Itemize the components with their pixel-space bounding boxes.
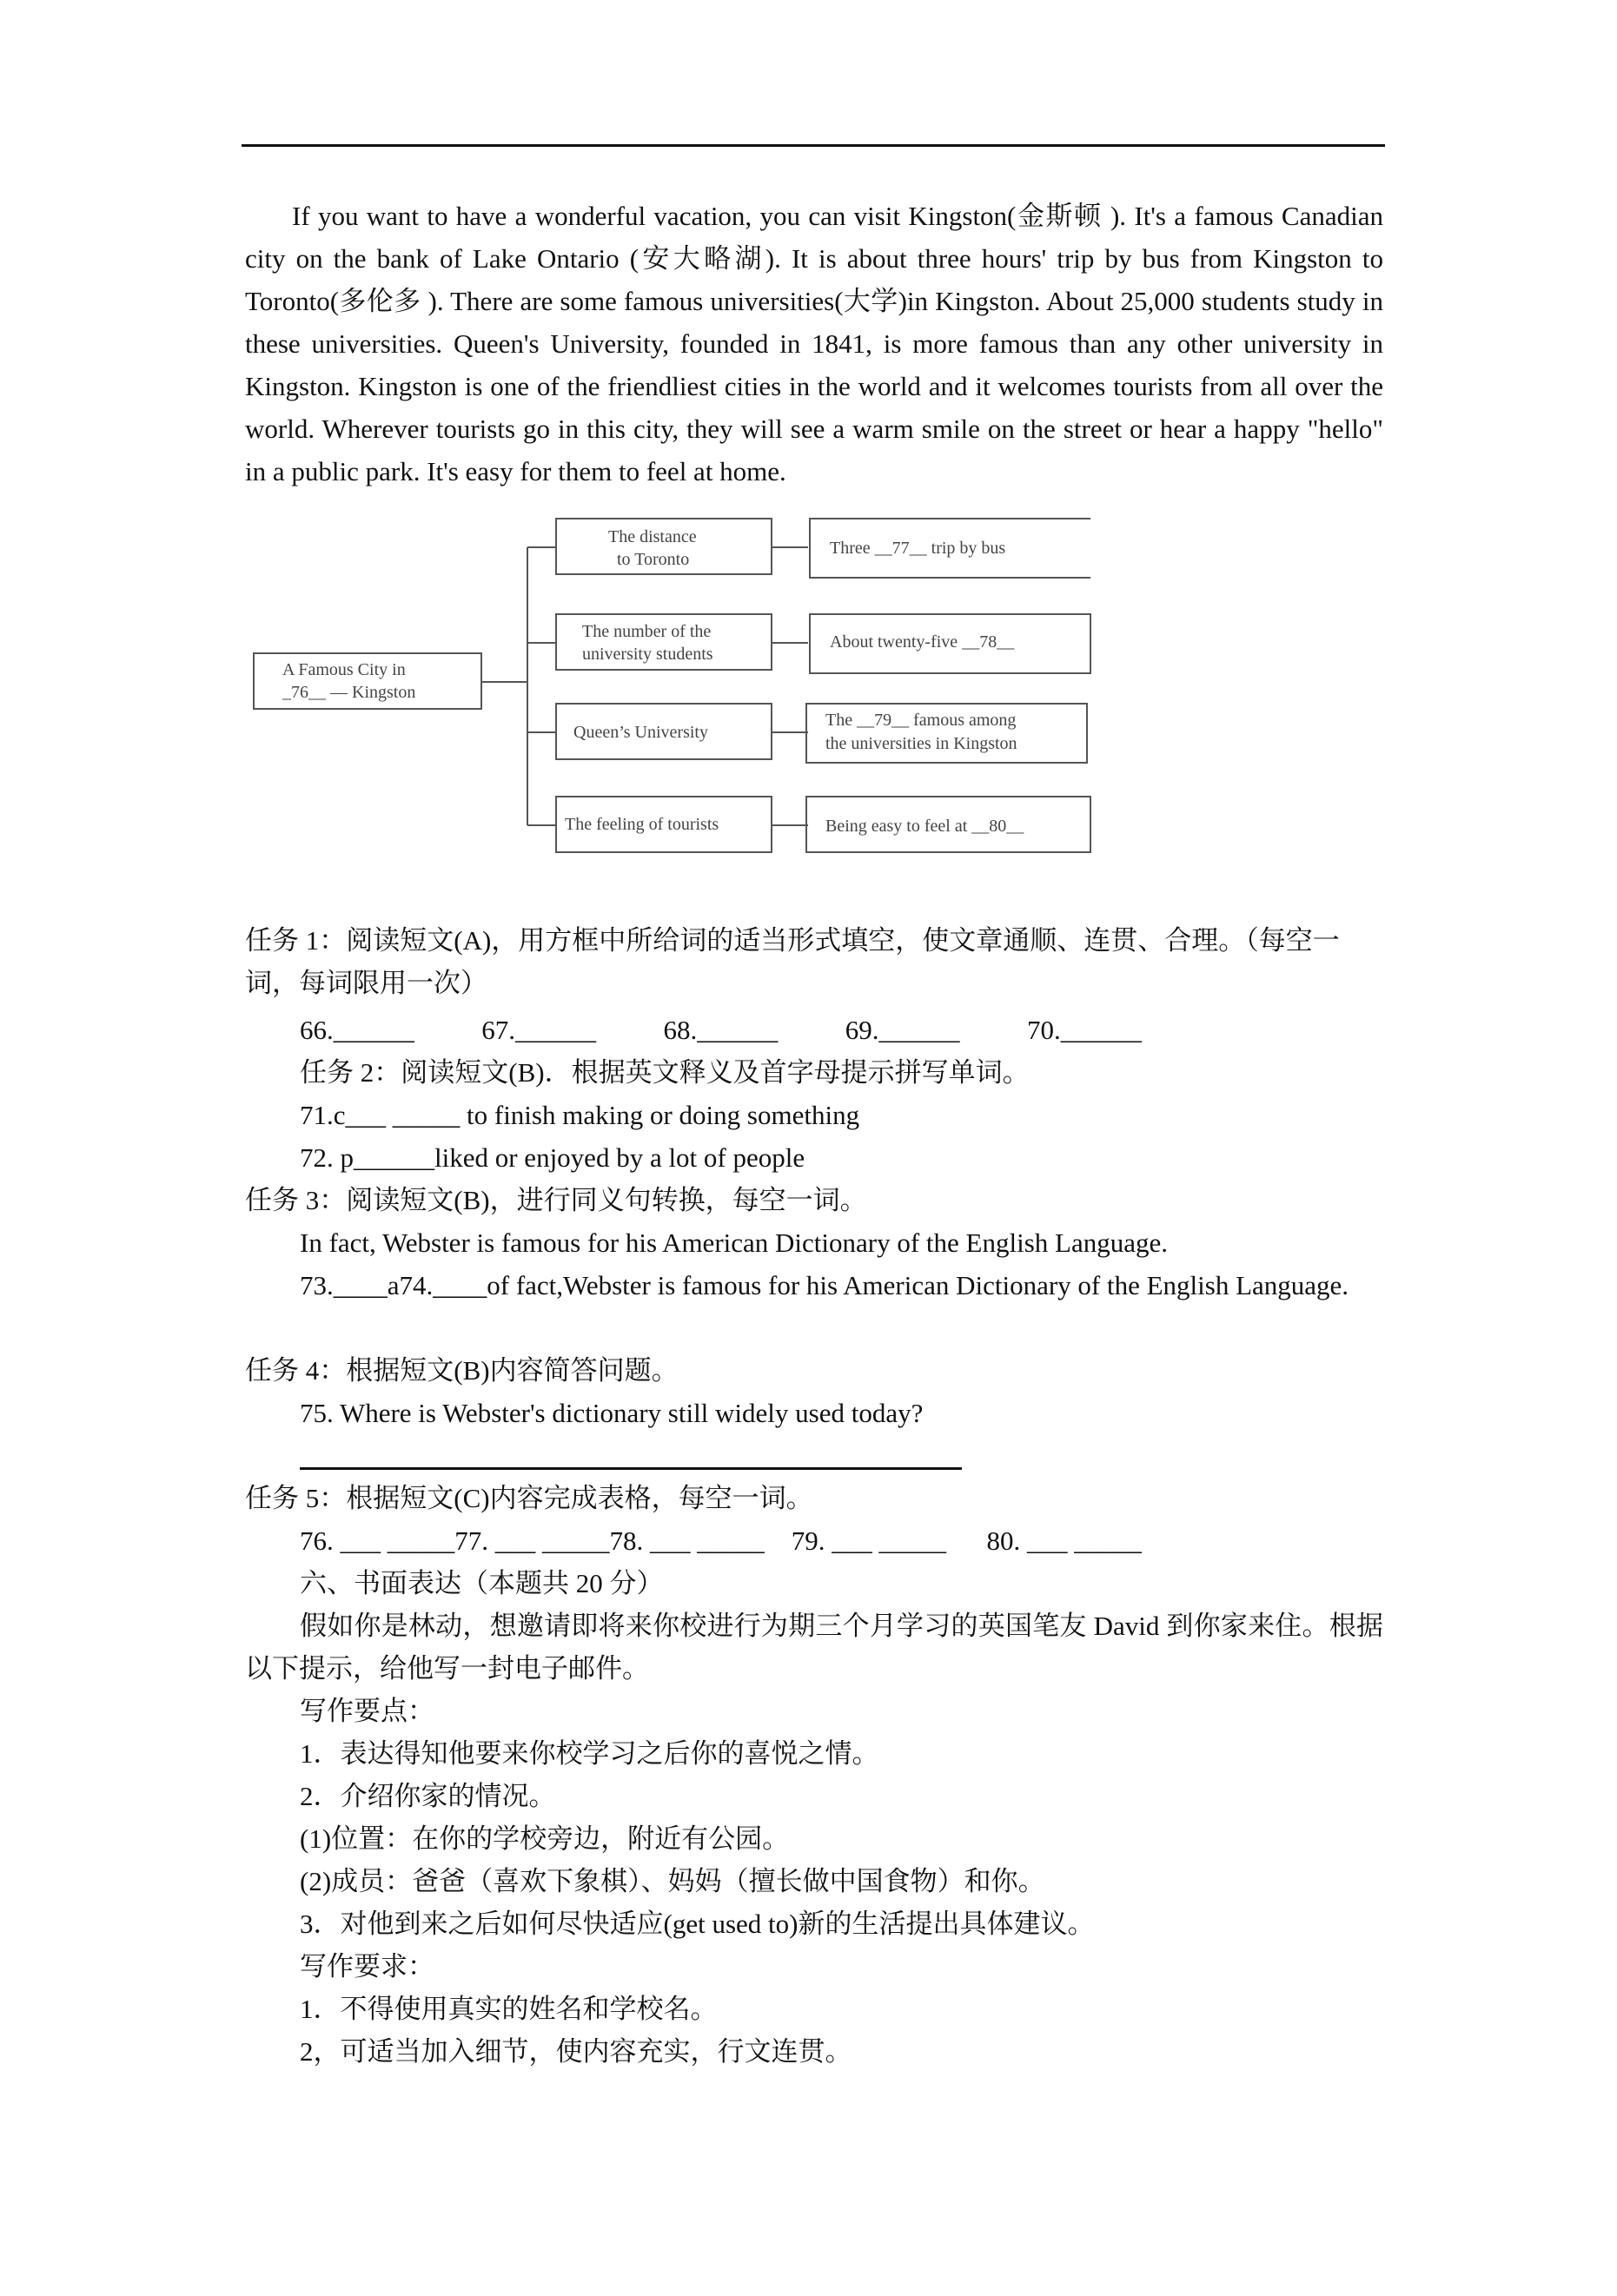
- task-3-heading: 任务 3：阅读短文(B)，进行同义句转换，每空一词。: [245, 1185, 867, 1215]
- section-6-heading: 六、书面表达（本题共 20 分）: [300, 1568, 664, 1598]
- task-2-heading: 任务 2：阅读短文(B)．根据英文释义及首字母提示拼写单词。: [300, 1057, 1030, 1088]
- left-2-text-1: The number of the: [582, 622, 712, 641]
- left-1-text-1: The distance: [608, 527, 697, 546]
- requirement-2: 2，可适当加入细节，使内容充实，行文连贯。: [300, 2036, 852, 2067]
- task-1-heading: 任务 1：阅读短文(A)，用方框中所给词的适当形式填空，使文章通顺、连贯、合理。（每空一词，每词限用一次）: [245, 925, 1340, 998]
- header-rule: [242, 144, 1385, 147]
- point-3: 3．对他到来之后如何尽快适应(get used to)新的生活提出具体建议。: [300, 1909, 1095, 1939]
- blanks-76-80[interactable]: 76. ___ _____77. ___ _____78. ___ _____ 79. ___ _____ 80. ___ _____: [300, 1525, 1142, 1556]
- right-2-text-1: About twenty-five __78__: [830, 632, 1015, 652]
- blank-69[interactable]: 69.______: [845, 1015, 960, 1045]
- right-1-text-1: Three __77__ trip by bus: [830, 539, 1006, 558]
- reading-passage: If you want to have a wonderful vacation, you can visit Kingston(金斯顿 ). It's a famous Canadian city on the bank of Lake Ontario (安大略湖). It is about three hours' trip by bus from Kingston to Toronto(多伦多 ). There are some famous universities(大学)in Kingston. About 25,000 students study in these universities. Queen's University, founded in 1841, is more famous than any other university in Kingston. Kingston is one of the friendliest cities in the world and it welcomes tourists from all over the world. Wherever tourists go in this city, they will see a warm smile on the street or hear a happy "hello" in a public park. It's easy for them to feel at home.: [245, 201, 1383, 486]
- left-2-text-2: university students: [582, 645, 713, 664]
- requirements-title: 写作要求：: [300, 1951, 434, 1982]
- left-4-text-1: The feeling of tourists: [565, 815, 719, 834]
- right-3-text-1: The __79__ famous among: [825, 711, 1017, 730]
- left-3-text-1: Queen’s University: [573, 723, 708, 742]
- question-72: 72. p______liked or enjoyed by a lot of people: [300, 1142, 805, 1173]
- right-4-text-1: Being easy to feel at __80__: [825, 817, 1024, 836]
- answer-line-75[interactable]: [300, 1467, 962, 1470]
- blank-70[interactable]: 70.______: [1027, 1015, 1142, 1045]
- kingston-diagram: [243, 508, 1103, 869]
- question-75: 75. Where is Webster's dictionary still widely used today?: [300, 1398, 924, 1428]
- point-2b: (2)成员：爸爸（喜欢下象棋）、妈妈（擅长做中国食物）和你。: [300, 1866, 1045, 1896]
- diagram-svg: [243, 508, 1103, 869]
- left-1-text-2: to Toronto: [617, 550, 690, 569]
- points-title: 写作要点：: [300, 1696, 434, 1726]
- task-5-heading: 任务 5：根据短文(C)内容完成表格，每空一词。: [245, 1483, 813, 1513]
- blank-67[interactable]: 67.______: [481, 1015, 596, 1045]
- requirement-1: 1．不得使用真实的姓名和学校名。: [300, 1994, 718, 2024]
- question-73-source: In fact, Webster is famous for his American Dictionary of the English Language.: [300, 1227, 1168, 1258]
- blank-66[interactable]: 66.______: [300, 1015, 414, 1045]
- blanks-66-70: [300, 1009, 1383, 1051]
- point-1: 1．表达得知他要来你校学习之后你的喜悦之情。: [300, 1738, 879, 1769]
- root-text-2: _76__ — Kingston: [282, 683, 416, 702]
- question-73-74: 73.____a74.____of fact,Webster is famous for his American Dictionary of the English Language.: [300, 1270, 1349, 1300]
- point-2: 2．介绍你家的情况。: [300, 1781, 556, 1811]
- right-3-text-2: the universities in Kingston: [825, 734, 1017, 753]
- root-text-1: A Famous City in: [282, 660, 406, 679]
- task-4-heading: 任务 4：根据短文(B)内容简答问题。: [245, 1355, 679, 1386]
- writing-prompt: 假如你是林动，想邀请即将来你校进行为期三个月学习的英国笔友 David 到你家来住。根据以下提示，给他写一封电子邮件。: [245, 1611, 1383, 1684]
- question-71: 71.c___ _____ to finish making or doing something: [300, 1100, 860, 1130]
- point-2a: (1)位置：在你的学校旁边，附近有公园。: [300, 1823, 790, 1854]
- blank-68[interactable]: 68.______: [663, 1015, 779, 1045]
